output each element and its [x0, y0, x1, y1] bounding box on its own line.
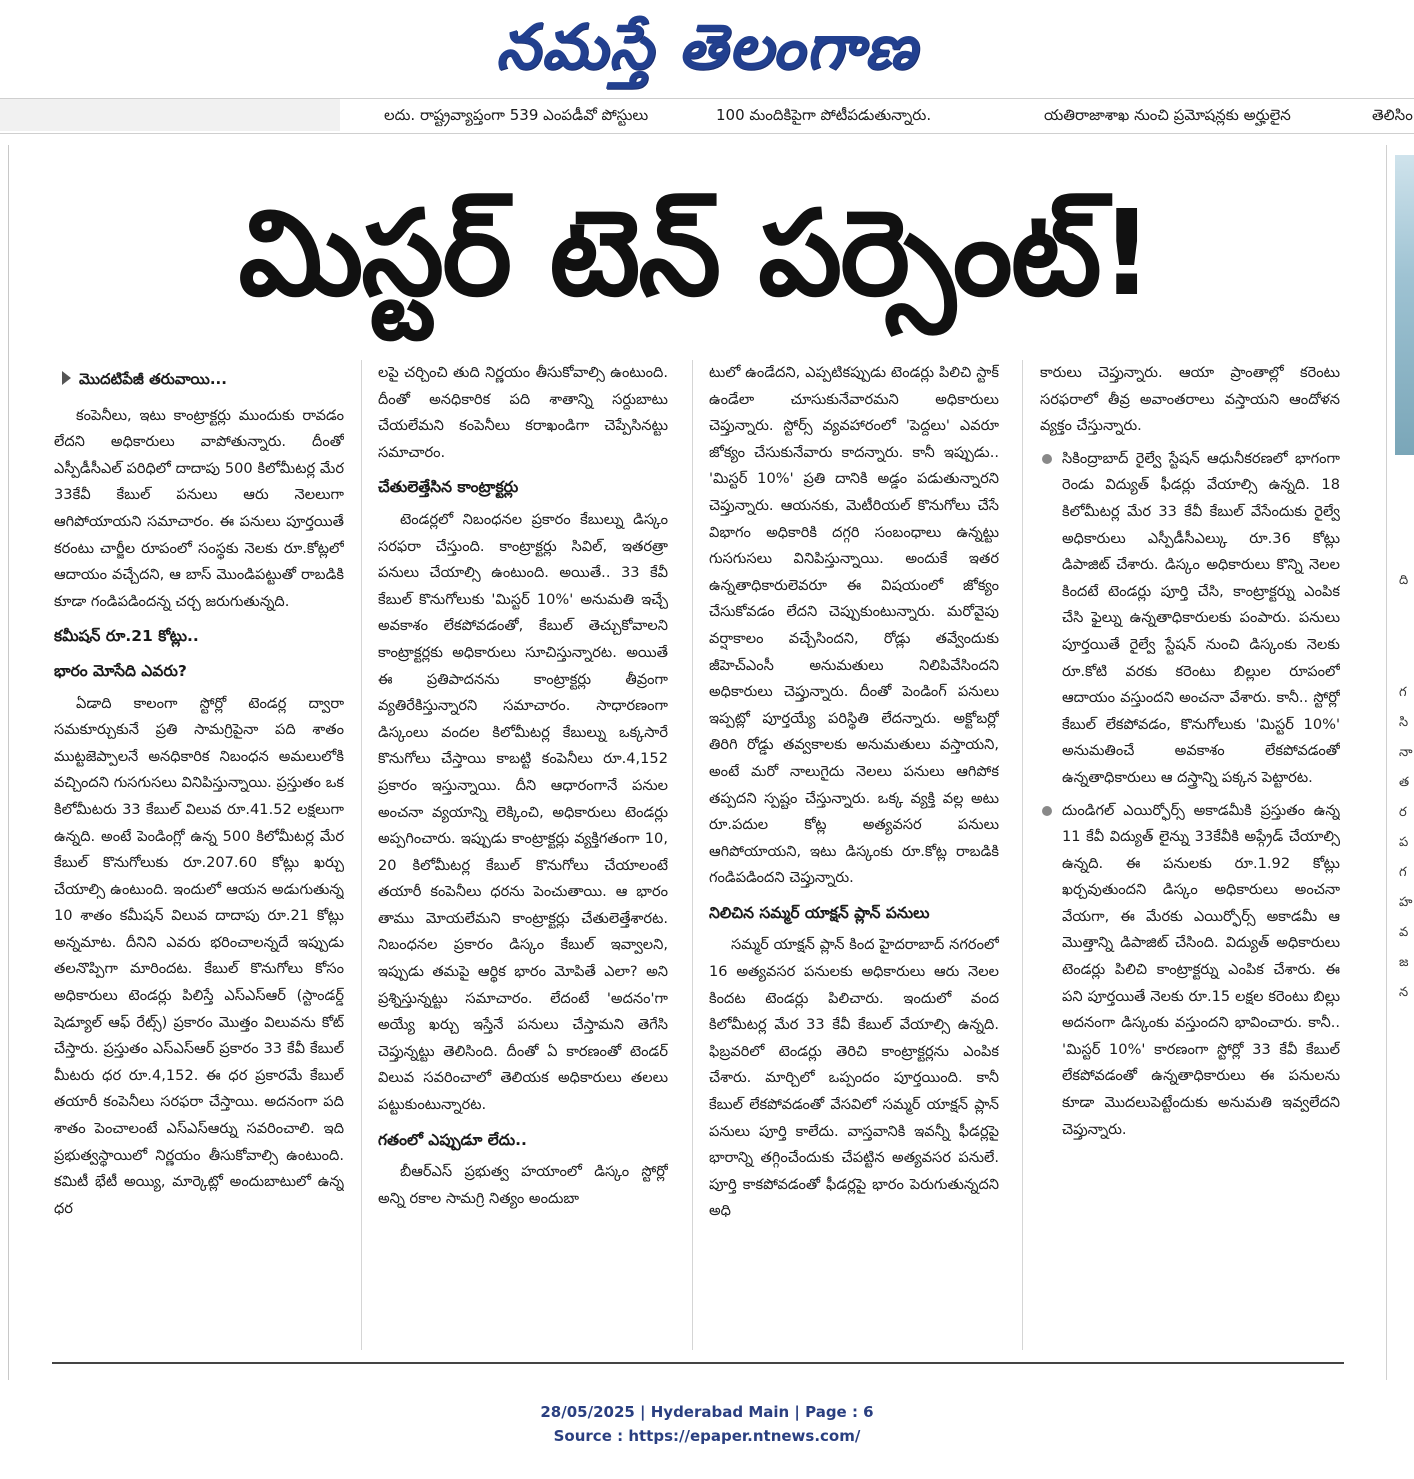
- adjacent-text: గ: [1399, 865, 1407, 880]
- ticker-item: తెలిసిం: [1372, 106, 1413, 124]
- article-headline: మిస్టర్ టెన్ పర్సెంట్!: [238, 184, 1152, 322]
- newspaper-logo: నమస్తే తెలంగాణ: [495, 10, 919, 83]
- ticker-strip: [0, 98, 1414, 134]
- continuation-marker: మొదటిపేజీ తరువాయి...: [54, 366, 344, 393]
- ticker-item: 100 మందికిపైగా పోటీపడుతున్నారు.: [716, 106, 932, 124]
- subheading: గతంలో ఎప్పుడూ లేదు..: [378, 1130, 527, 1149]
- adjacent-text: హ: [1399, 895, 1413, 910]
- adjacent-text: వ: [1399, 925, 1409, 940]
- ticker-item: లదు. రాష్ట్రవ్యాప్తంగా 539 ఎంపడీవో పోస్టులు: [384, 106, 649, 124]
- column-divider: [692, 360, 693, 1350]
- ticker-blank: [0, 99, 340, 131]
- article-column-3: [709, 360, 999, 1350]
- bullet-dot-icon: [1042, 454, 1052, 464]
- arrow-right-icon: [62, 371, 71, 385]
- paragraph: కంపెనీలు, ఇటు కాంట్రాక్టర్లు ముందుకు రావడం లేదని అధికారులు వాపోతున్నారు. దీంతో ఎస్పీడీసీఎల్ పరిధిలో దాదాపు 500 కిలోమీటర్ల మేర 33కేవీ కేబుల్ పనులు ఆరు నెలలుగా ఆగిపోయాయని సమాచారం. ఈ పనులు పూర్తయితే కరంటు చార్జీల రూపంలో సంస్థకు నెలకు రూ.కోట్లలో ఆదాయం వచ్చేదని, ఆ బాస్ మొండిపట్టుతో రాబడికి కూడా గండిపడిందన్న చర్చ జరుగుతున్నది.: [54, 406, 344, 610]
- footer-date-edition: 28/05/2025 | Hyderabad Main | Page : 6: [540, 1403, 874, 1421]
- ticker-item: యతిరాజాశాఖ నుంచి ప్రమోషన్లకు అర్హులైన: [1044, 106, 1291, 124]
- article-column-1: [54, 360, 344, 1350]
- adjacent-photo: [1395, 155, 1414, 455]
- bullet-dot-icon: [1042, 806, 1052, 816]
- adjacent-text: ర: [1399, 805, 1407, 820]
- subheading: కమీషన్ రూ.21 కోట్లు..: [54, 627, 199, 646]
- adjacent-text: త: [1399, 775, 1410, 790]
- paragraph: సమ్మర్ యాక్షన్ ప్లాన్ కింద హైదరాబాద్ నగరంలో 16 అత్యవసర పనులకు అధికారులు ఆరు నెలల కిందట టెండర్లు పిలిచారు. ఇందులో వంద కిలోమీటర్ల మేర 33 కేవీ కేబుల్ వేయాల్సి ఉన్నది. ఫిబ్రవరిలో టెండర్లు తెరిచి కాంట్రాక్టర్లను ఎంపిక చేశారు. మార్చిలో ఒప్పందం పూర్తయింది. కానీ కేబుల్ లేకపోవడంతో వేసవిలో సమ్మర్ యాక్షన్ ప్లాన్ పనులు పూర్తి కాలేదు. వాస్తవానికి ఇవన్నీ ఫీడర్లపై భారాన్ని తగ్గించేందుకు చేపట్టిన అత్యవసర పనులే. పూర్తి కాకపోవడంతో ఫీడర్లపై భారం పెరుగుతున్నదని అధి: [709, 936, 999, 1220]
- adjacent-text: ప: [1399, 835, 1409, 850]
- article-bottom-rule: [52, 1362, 1344, 1364]
- bullet-item: సికింద్రాబాద్ రైల్వే స్టేషన్ ఆధునీకరణలో భాగంగా రెండు విద్యుత్ ఫీడర్లు వేయాల్సి ఉన్నది. 18 కిలోమీటర్ల మేర 33 కేవీ కేబుల్ వేసేందుకు రైల్వే అధికారులు ఎస్పీడీసీఎల్కు రూ.36 కోట్లు డిపాజిట్ చేశారు. డిస్కం అధికారులు కొన్ని నెలల కిందటే టెండర్లు పూర్తి చేసి, కాంట్రాక్టర్ను ఎంపిక చేసి ఫైల్ను ఉన్నతాధికారులకు పంపారు. పనులు పూర్తయితే రైల్వే స్టేషన్ నుంచి డిస్కంకు నెలకు రూ.కోటి వరకు కరెంటు బిల్లుల రూపంలో ఆదాయం వస్తుందని అంచనా వేశారు. కానీ.. స్టోర్లో కేబుల్ లేకపోవడం, కొనుగోలుకు 'మిస్టర్ 10%' అనుమతించే అవకాశం లేకపోవడంతో ఉన్నతాధికారులు ఆ దస్త్రాన్ని పక్కన పెట్టారట.: [1040, 446, 1340, 792]
- adjacent-text: ది: [1399, 573, 1409, 588]
- article-column-2: [378, 360, 668, 1350]
- adjacent-text: న: [1399, 985, 1409, 1000]
- bullet-item: దుండిగల్ ఎయిర్ఫోర్స్ అకాడమీకి ప్రస్తుతం ఉన్న 11 కేవీ విద్యుత్ లైన్ను 33కేవీకి అప్గ్రేడ్ చేయాల్సి ఉన్నది. ఈ పనులకు రూ.1.92 కోట్లు ఖర్చవుతుందని డిస్కం అధికారులు అంచనా వేయగా, ఈ మేరకు ఎయిర్ఫోర్స్ అకాడమీ ఆ మొత్తాన్ని డిపాజిట్ చేసింది. విద్యుత్ అధికారులు టెండర్లు పిలిచి కాంట్రాక్టర్ను ఎంపిక చేశారు. ఈ పని పూర్తయితే నెలకు రూ.15 లక్షల కరెంటు బిల్లు అదనంగా డిస్కంకు వస్తుందని భావించారు. కానీ.. 'మిస్టర్ 10%' కారణంగా స్టోర్లో 33 కేవీ కేబుల్ లేకపోవడంతో ఉన్నతాధికారులు ఈ పనులను కూడా మొదలుపెట్టేందుకు అనుమతి ఇవ్వలేదని చెప్తున్నారు.: [1040, 798, 1340, 1144]
- masthead: [0, 0, 1414, 98]
- page-footer: [0, 1384, 1414, 1479]
- left-page-edge: [0, 145, 9, 1380]
- paragraph: లపై చర్చించి తుది నిర్ణయం తీసుకోవాల్సి ఉంటుంది. దీంతో అనధికారిక పది శాతాన్ని సర్దుబాటు చేయలేమని కంపెనీలు కరాఖండిగా చెప్పేసినట్టు సమాచారం.: [378, 364, 668, 461]
- column-divider: [1022, 360, 1023, 1350]
- subheading: భారం మోసేది ఎవరు?: [54, 661, 187, 680]
- article-column-4: [1040, 360, 1340, 1350]
- subheading: చేతులెత్తేసిన కాంట్రాక్టర్లు: [378, 478, 519, 497]
- adjacent-text: జ: [1399, 955, 1409, 970]
- subheading: నిలిచిన సమ్మర్ యాక్షన్ ప్లాన్ పనులు: [709, 903, 930, 922]
- footer-source-link[interactable]: Source : https://epaper.ntnews.com/: [553, 1427, 861, 1445]
- adjacent-text: నా: [1399, 745, 1413, 760]
- paragraph: బీఆర్ఎస్ ప్రభుత్వ హయాంలో డిస్కం స్టోర్లో అన్ని రకాల సామగ్రి నిత్యం అందుబా: [378, 1163, 668, 1207]
- adjacent-column-strip: [1386, 145, 1414, 1380]
- adjacent-text: గ: [1399, 685, 1407, 700]
- adjacent-text: సి: [1399, 715, 1409, 730]
- paragraph: టెండర్లలో నిబంధనల ప్రకారం కేబుల్ను డిస్కం సరఫరా చేస్తుంది. కాంట్రాక్టర్లు సివిల్, ఇతరత్రా పనులు చేయాల్సి ఉంటుంది. అయితే.. 33 కేవీ కేబుల్ కొనుగోలుకు 'మిస్టర్ 10%' అనుమతి ఇచ్చే అవకాశం లేకపోవడంతో, కేబుల్ తెచ్చుకోవాలని కాంట్రాక్టర్లకు అధికారులు సూచిస్తున్నారట. అయితే ఈ ప్రతిపాదనను కాంట్రాక్టర్లు తీవ్రంగా వ్యతిరేకిస్తున్నారని సమాచారం. సాధారణంగా డిస్కంలు వందల కిలోమీటర్ల కేబుల్ను ఒక్కసారే కొనుగోలు చేస్తాయి కాబట్టి కంపెనీలు రూ.4,152 ప్రకారం ఇస్తున్నాయి. దీని ఆధారంగానే పనుల అంచనా వ్యయాన్ని లెక్కించి, అధికారులు టెండర్లు అప్పగించారు. ఇప్పుడు కాంట్రాక్టర్లు వ్యక్తిగతంగా 10, 20 కిలోమీటర్ల కేబుల్ కొనుగోలు చేయాలంటే తయారీ కంపెనీలు ధరను పెంచుతాయి. ఆ భారం తాము మోయలేమని కాంట్రాక్టర్లు చేతులెత్తేశారట. నిబంధనల ప్రకారం డిస్కం కేబుల్ ఇవ్వాలని, ఇప్పుడు తమపై ఆర్థిక భారం మోపితే ఎలా? అని ప్రశ్నిస్తున్నట్టు సమాచారం. లేదంటే 'అదనం'గా అయ్యే ఖర్చు ఇస్తేనే పనులు చేస్తామని తెగేసి చెప్తున్నట్టు తెలిసింది. దీంతో ఏ కారణంతో టెండర్ విలువ సవరించాలో తెలియక అధికారులు తలలు పట్టుకుంటున్నారట.: [378, 510, 668, 1114]
- paragraph: కారులు చెప్తున్నారు. ఆయా ప్రాంతాల్లో కరెంటు సరఫరాలో తీవ్ర అవాంతరాలు వస్తాయని ఆందోళన వ్యక్తం చేస్తున్నారు.: [1040, 364, 1340, 435]
- column-divider: [361, 360, 362, 1350]
- paragraph: టులో ఉండేదని, ఎప్పటికప్పుడు టెండర్లు పిలిచి స్టాక్ ఉండేలా చూసుకునేవారమని అధికారులు చెప్తున్నారు. స్టోర్స్ వ్యవహారంలో 'పెద్దలు' ఎవరూ జోక్యం చేసుకునేవారు కాదన్నారు. కానీ ఇప్పుడు.. 'మిస్టర్ 10%' ప్రతి దానికి అడ్డం పడుతున్నారని చెప్తున్నారు. ఆయనకు, మెటీరియల్ కొనుగోలు చేసే విభాగం అధికారికి దగ్గరి సంబంధాలు ఉన్నట్టు గుసగుసలు వినిపిస్తున్నాయి. అందుకే ఇతర ఉన్నతాధికారులెవరూ ఈ విషయంలో జోక్యం చేసుకోవడం లేదని చెప్పుకుంటున్నారు. మరోవైపు వర్షాకాలం వచ్చేసిందని, రోడ్లు తవ్వేందుకు జీహెచ్ఎంసీ అనుమతులు నిలిపివేసిందని అధికారులు చెప్తున్నారు. దీంతో పెండింగ్ పనులు ఇప్పట్లో పూర్తయ్యే పరిస్థితి లేదన్నారు. అక్టోబర్లో తిరిగి రోడ్డు తవ్వకాలకు అనుమతులు వస్తాయని, అంటే మరో నాలుగైదు నెలలు పనులు ఆగిపోక తప్పదని స్పష్టం చేస్తున్నారు. ఒక్క వ్యక్తి వల్ల అటు రూ.పదుల కోట్ల అత్యవసర పనులు ఆగిపోయాయని, ఇటు డిస్కంకు రూ.కోట్ల రాబడికి గండిపడిందని చెప్తున్నారు.: [709, 364, 999, 887]
- paragraph: ఏడాది కాలంగా స్టోర్లో టెండర్ల ద్వారా సమకూర్చుకునే ప్రతి సామగ్రిపైనా పది శాతం ముట్టజెప్పాలనే అనధికారిక నిబంధన అమలులోకి వచ్చిందని గుసగుసలు వినిపిస్తున్నాయి. ప్రస్తుతం ఒక కిలోమీటరు 33 కేబుల్ విలువ రూ.41.52 లక్షలుగా ఉన్నది. అంటే పెండింగ్లో ఉన్న 500 కిలోమీటర్ల మేర కేబుల్ కొనుగోలుకు రూ.207.60 కోట్లు ఖర్చు చేయాల్సి ఉంటుంది. ఇందులో ఆయన అడుగుతున్న 10 శాతం కమీషన్ విలువ దాదాపు రూ.21 కోట్లు అన్నమాట. దీనిని ఎవరు భరించాలన్నదే ఇప్పుడు తలనొప్పిగా మారిందట. కేబుల్ కొనుగోలు కోసం అధికారులు టెండర్లు పిలిస్తే ఎస్ఎస్ఆర్ (స్టాండర్డ్ షెడ్యూల్ ఆఫ్ రేట్స్) ప్రకారం మొత్తం విలువను కోట్ చేస్తారు. ప్రస్తుతం ఎస్ఎస్ఆర్ ప్రకారం 33 కేవీ కేబుల్ మీటరు ధర రూ.4,152. ఈ ధర ప్రకారమే కేబుల్ తయారీ కంపెనీలు సరఫరా చేస్తాయి. అదనంగా పది శాతం పెంచాలంటే ఎస్ఎస్ఆర్ను సవరించాలి. ఇది ప్రభుత్వస్థాయిలో నిర్ణయం తీసుకోవాల్సి ఉంటుంది. కమిటీ భేటీ అయ్యి, మార్కెట్లో అందుబాటులో ఉన్న ధర: [54, 694, 344, 1217]
